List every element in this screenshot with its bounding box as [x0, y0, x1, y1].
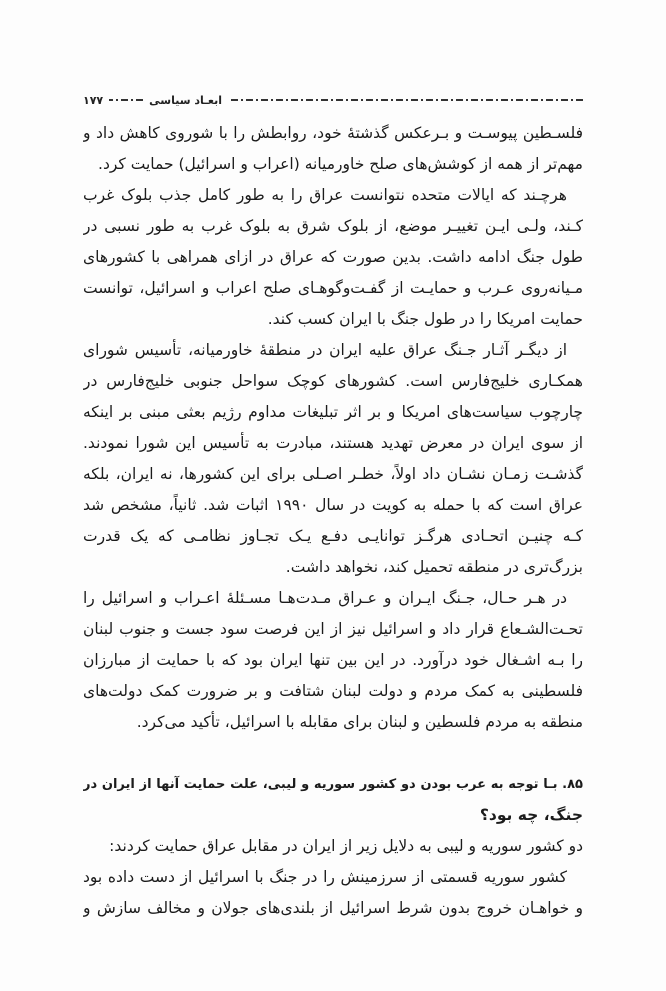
text-line: فلسطینی به کمک مردم و دولت لبنان شتافت و بر ضرورت کمک دولت‌های: [83, 682, 583, 700]
question-line: ۸۵. بـا توجه به عرب بودن دو کشور سوریه و لیبی، علت حمایت آنها از ایران در: [83, 777, 583, 792]
text-line: همکـاری خلیج‌فارس است. کشورهای کوچک سواحل جنوبی خلیج‌فارس در: [83, 372, 583, 390]
paragraph-spacer: [83, 738, 583, 769]
text-line: از سوی ایران در معرض تهدید هستند، مبادرت به تأسیس این شورا نمودند.: [83, 434, 583, 452]
text-line: کـه چنیـن اتحـادی هرگـز توانایـی دفـع یـک تجـاوز نظامـی که یک قدرت: [83, 527, 583, 545]
paragraph: [83, 118, 583, 180]
text-line: عراق است که با حمله به کویت در سال ۱۹۹۰ اثبات شد. ثانیاً، مشخص شد: [83, 496, 583, 514]
text-line: هرچـند که ایالات متحده نتوانست عراق را به طور کامل جذب بلوک غرب: [83, 186, 567, 204]
page-number: ۱۷۷: [83, 93, 104, 107]
running-head-title: ابعـاد سیاسی: [149, 93, 223, 107]
running-head: [83, 91, 583, 109]
text-line: دو کشور سوریه و لیبی به دلایل زیر از ایران در مقابل عراق حمایت کردند:: [109, 837, 583, 855]
running-head-separator: [109, 99, 143, 101]
text-line: مهم‌تر از همه از کوشش‌های صلح خاورمیانه (اعراب و اسرائیل) حمایت کرد.: [98, 155, 583, 173]
text-line: را بـه اشـغال خود درآورد. در این بین تنها ایران بود که با حمایت از مبارزان: [83, 651, 583, 669]
running-head-rule: [228, 99, 583, 101]
page-body: [83, 118, 583, 924]
text-line: طول جنگ ادامه داشت. بدین صورت که عراق در ازای همراهی با کشورهای: [83, 248, 583, 266]
paragraph: [83, 180, 583, 335]
paragraph: [83, 862, 583, 924]
question-heading: [83, 769, 583, 831]
text-line: مـیانه‌روی عـرب و حمایـت از گفـت‌وگوهـای صلح اعراب و اسرائیل، توانست: [83, 279, 583, 297]
question-line: جنگ، چه بود؟: [479, 806, 583, 824]
text-line: فلسـطین پیوسـت و بـرعکس گذشتهٔ خود، روابطش را با شوروی کاهش داد و: [83, 124, 583, 142]
text-line: حمایت امریکا را در طول جنگ با ایران کسب کند.: [267, 310, 583, 328]
text-line: گذشـت زمـان نشـان داد اولاً، خطـر اصـلی برای این کشورها، نه ایران، بلکه: [83, 465, 583, 483]
text-line: تحـت‌الشـعاع قرار داد و اسرائیل نیز از این فرصت سود جست و جنوب لبنان: [83, 620, 583, 638]
text-line: کشور سوریه قسمتی از سرزمینش را در جنگ با اسرائیل از دست داده بود: [83, 868, 567, 886]
text-line: کـند، ولـی ایـن تغییـر موضع، از بلوک شرق به بلوک غرب به طور نسبی در: [83, 217, 583, 235]
text-line: در هـر حـال، جـنگ ایـران و عـراق مـدت‌هـا مسـئلهٔ اعـراب و اسرائیل را: [83, 589, 567, 607]
paragraph: [83, 335, 583, 583]
text-line: از دیگـر آثـار جـنگ عراق علیه ایران در منطقهٔ خاورمیانه، تأسیس شورای: [83, 341, 567, 359]
paragraph: [83, 583, 583, 738]
paragraph: [83, 831, 583, 862]
text-line: چارچوب سیاست‌های امریکا و بر اثر تبلیغات مداوم رژیم بعثی مبنی بر اینکه: [83, 403, 583, 421]
text-line: منطقه به مردم فلسطین و لبنان برای مقابله با اسرائیل، تأکید می‌کرد.: [136, 713, 583, 731]
text-line: و خواهـان خروج بدون شرط اسرائیل از بلندی‌های جولان و مخالف سازش و: [83, 899, 583, 917]
text-line: بزرگ‌تری در منطقه تحمیل کند، نخواهد داشت.: [285, 558, 583, 576]
